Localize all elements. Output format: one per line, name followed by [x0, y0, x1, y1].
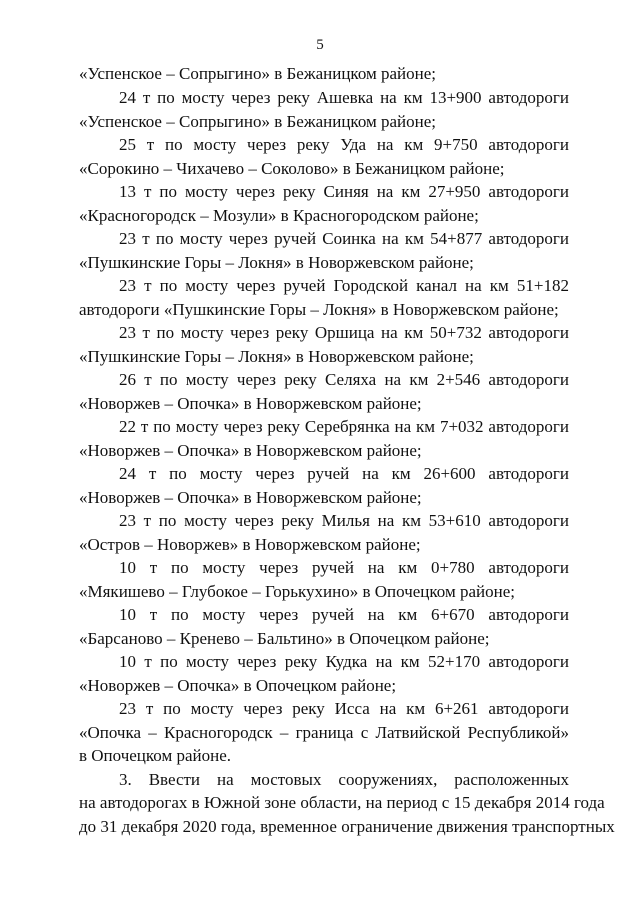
- text-line: «Остров – Новоржев» в Новоржевском районе;: [79, 535, 421, 554]
- text-line: 3. Ввести на мостовых сооружениях, расположенных: [119, 770, 569, 789]
- text-line: 10 т по мосту через ручей на км 0+780 автодороги: [119, 558, 569, 577]
- text-line: 26 т по мосту через реку Селяха на км 2+546 автодороги: [119, 370, 569, 389]
- text-line: 13 т по мосту через реку Синяя на км 27+950 автодороги: [119, 182, 569, 201]
- text-line: «Успенское – Сопрыгино» в Бежаницком районе;: [79, 64, 437, 83]
- text-line: 10 т по мосту через реку Кудка на км 52+170 автодороги: [119, 652, 569, 671]
- text-line: 24 т по мосту через реку Ашевка на км 13+900 автодороги: [119, 88, 569, 107]
- text-line: в Опочецком районе.: [79, 746, 232, 765]
- text-line: «Новоржев – Опочка» в Новоржевском районе;: [79, 441, 422, 460]
- text-line: 25 т по мосту через реку Уда на км 9+750 автодороги: [119, 135, 569, 154]
- text-line: «Новоржев – Опочка» в Опочецком районе;: [79, 676, 397, 695]
- text-line: 24 т по мосту через ручей на км 26+600 автодороги: [119, 464, 569, 483]
- text-line: 23 т по мосту через ручей Городской канал на км 51+182: [119, 276, 569, 295]
- text-line: 22 т по мосту через реку Серебрянка на км 7+032 автодороги: [119, 417, 569, 436]
- text-line: «Новоржев – Опочка» в Новоржевском районе;: [79, 394, 422, 413]
- text-line: 23 т по мосту через ручей Соинка на км 54+877 автодороги: [119, 229, 569, 248]
- text-line: 10 т по мосту через ручей на км 6+670 автодороги: [119, 605, 569, 624]
- text-line: автодороги «Пушкинские Горы – Локня» в Новоржевском районе;: [79, 300, 559, 319]
- text-line: «Новоржев – Опочка» в Новоржевском районе;: [79, 488, 422, 507]
- text-line: «Барсаново – Кренево – Бальтино» в Опочецком районе;: [79, 629, 490, 648]
- text-line: «Опочка – Красногородск – граница с Латвийской Республикой»: [79, 723, 569, 742]
- text-line: «Красногородск – Мозули» в Красногородском районе;: [79, 206, 479, 225]
- text-line: «Пушкинские Горы – Локня» в Новоржевском районе;: [79, 347, 474, 366]
- text-line: «Успенское – Сопрыгино» в Бежаницком районе;: [79, 112, 437, 131]
- text-line: до 31 декабря 2020 года, временное ограничение движения транспортных: [79, 817, 615, 836]
- text-line: 23 т по мосту через реку Оршица на км 50+732 автодороги: [119, 323, 569, 342]
- text-line: на автодорогах в Южной зоне области, на период с 15 декабря 2014 года: [79, 793, 605, 812]
- text-line: «Пушкинские Горы – Локня» в Новоржевском районе;: [79, 253, 474, 272]
- text-line: 23 т по мосту через реку Милья на км 53+610 автодороги: [119, 511, 569, 530]
- text-line: 23 т по мосту через реку Исса на км 6+261 автодороги: [119, 699, 569, 718]
- text-line: «Сорокино – Чихачево – Соколово» в Бежаницком районе;: [79, 159, 505, 178]
- text-line: «Мякишево – Глубокое – Горькухино» в Опочецком районе;: [79, 582, 515, 601]
- page-number: 5: [316, 37, 324, 53]
